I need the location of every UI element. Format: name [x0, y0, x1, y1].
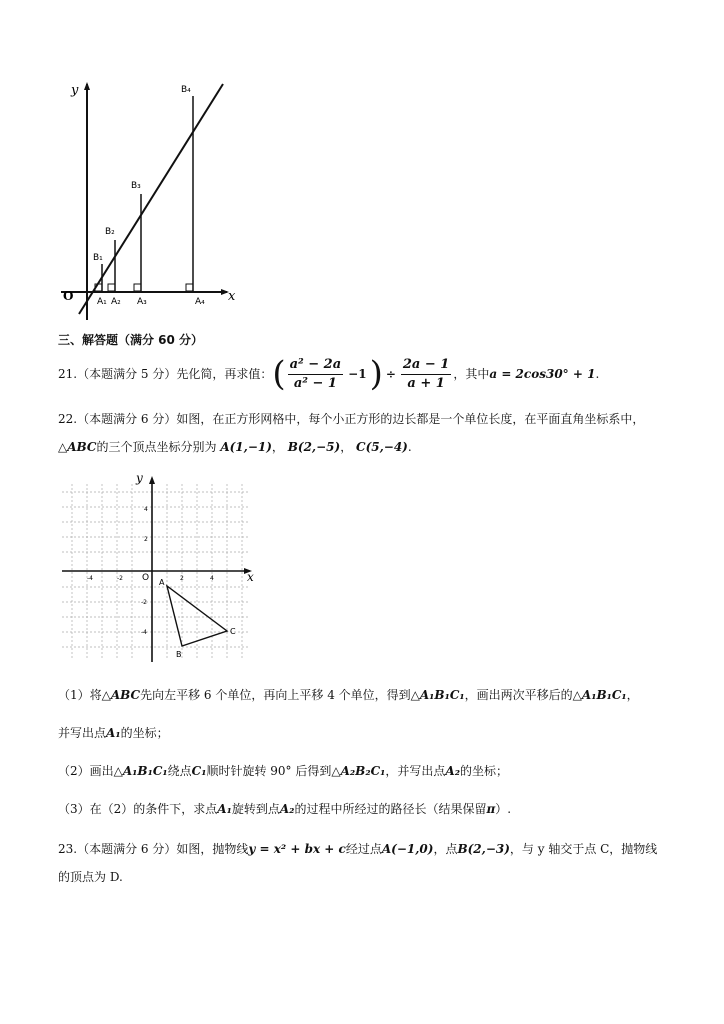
- q22-p3-d: ）.: [495, 802, 512, 816]
- question-23-line-2: 的顶点为 D.: [58, 870, 123, 884]
- q21-num-2: 2a − 1: [401, 357, 451, 375]
- q21-end: .: [595, 367, 600, 381]
- q22-point-a: A(1,−1): [220, 440, 272, 454]
- q23-point-a: A(−1,0): [381, 842, 434, 856]
- q22-p1-text-c: ，画出两次平移后的: [464, 688, 573, 702]
- q22-p2-point: C₁: [191, 764, 207, 778]
- q22-p2-a: （2）画出: [58, 764, 114, 778]
- q21-minus-one: −1: [348, 367, 367, 381]
- q22-end: .: [407, 440, 412, 454]
- q22-p1-line2-a: 并写出点: [58, 726, 107, 740]
- q23-equation: y = x² + bx + c: [248, 842, 346, 856]
- q23-d: ，与 y 轴交于点 C，抛物线: [509, 842, 658, 856]
- q21-fraction-2: [401, 357, 451, 392]
- grid-x-tick: 2: [180, 575, 184, 582]
- question-23-line-1: [58, 840, 657, 858]
- q22-p3-point2: A₂: [279, 802, 295, 816]
- q22-p1-text-d: ，: [626, 688, 639, 702]
- q22-p2-tri: △A₁B₁C₁: [113, 764, 168, 778]
- grid-y-tick: -2: [141, 599, 147, 606]
- grid-y-arrow: [149, 476, 155, 484]
- q22-p2-c: 顺时针旋转 90° 后得到: [206, 764, 332, 778]
- q22-p1-line2-b: 的坐标；: [120, 726, 169, 740]
- q23-b: 经过点: [345, 842, 382, 856]
- q22-line-1: 22.（本题满分 6 分）如图，在正方形网格中，每个小正方形的边长都是一个单位长度，在平面直角坐标系中，: [58, 412, 645, 426]
- q22-p2-point2: A₂: [445, 764, 460, 778]
- q22-p3-c: 的过程中所经过的路径长（结果保留: [294, 802, 487, 816]
- q21-fraction-1: [288, 357, 344, 392]
- origin-label: O: [63, 289, 74, 303]
- q22-point-b: B(2,−5): [287, 440, 341, 454]
- right-angle-mark-a3: [134, 284, 141, 291]
- label-a3: A₃: [137, 297, 147, 307]
- vertex-b-label: B: [176, 650, 182, 659]
- q21-den-1: a² − 1: [293, 375, 337, 391]
- label-a4: A₄: [195, 297, 205, 307]
- q23-c: ，点: [433, 842, 458, 856]
- q22-part-2: [58, 762, 508, 780]
- grid-origin: O: [142, 573, 150, 583]
- q23-a: 23.（本题满分 6 分）如图，抛物线: [58, 842, 249, 856]
- question-21: [58, 354, 599, 394]
- label-b3: B₃: [131, 181, 141, 191]
- grid-x-tick: -2: [117, 575, 123, 582]
- grid-y-tick: 2: [144, 536, 148, 543]
- q22-p1-text-a: （1）将: [58, 688, 102, 702]
- q22-part-1-line-1: [58, 686, 639, 704]
- y-axis-label: y: [71, 83, 79, 98]
- grid-lines: [62, 484, 250, 660]
- grid-y-tick: -4: [141, 629, 147, 636]
- q22-p2-b: 绕点: [167, 764, 192, 778]
- q21-num-1: a² − 2a: [288, 357, 344, 375]
- grid-y-label: y: [136, 471, 143, 485]
- grid-x-tick: 4: [210, 575, 214, 582]
- q22-p1-tri2: △A₁B₁C₁: [410, 688, 465, 702]
- q22-line-2: △ABC的三个顶点坐标分别为 A(1,−1)， B(2,−5)， C(5,−4).: [58, 440, 412, 454]
- q22-p2-d: ，并写出点: [385, 764, 446, 778]
- label-b4: B₄: [181, 85, 191, 95]
- label-a2: A₂: [111, 297, 121, 307]
- right-angle-mark-a4: [186, 284, 193, 291]
- q22-p3-point: A₁: [217, 802, 232, 816]
- q21-den-2: a + 1: [407, 375, 445, 391]
- q22-p1-tri: △ABC: [101, 688, 141, 702]
- x-axis-label: x: [228, 289, 236, 304]
- label-a1: A₁: [97, 297, 107, 307]
- q22-line-2-text: 的三个顶点坐标分别为: [96, 440, 217, 454]
- q22-p1-tri3: △A₁B₁C₁: [572, 688, 627, 702]
- q22-p3-b: 旋转到点: [231, 802, 280, 816]
- vertex-a-label: A: [159, 578, 165, 587]
- q22-p1-text-b: 先向左平移 6 个单位，再向上平移 4 个单位，得到: [140, 688, 411, 702]
- q22-p3-pi: π: [486, 802, 496, 816]
- q21-expression: [272, 354, 453, 394]
- q22-p2-e: 的坐标；: [459, 764, 508, 778]
- q22-triangle: △ABC: [58, 440, 97, 454]
- q22-point-c: C(5,−4): [356, 440, 408, 454]
- q21-prefix: 21.（本题满分 5 分）先化简，再求值：: [58, 367, 273, 381]
- grid-x-tick: -4: [87, 575, 93, 582]
- q22-p2-tri2: △A₂B₂C₁: [331, 764, 386, 778]
- figure-1-line-diagram: [55, 78, 255, 326]
- y-axis-arrow: [84, 82, 90, 90]
- q21-where: ，其中: [453, 367, 490, 381]
- q22-p1-point: A₁: [106, 726, 121, 740]
- right-paren: ): [369, 354, 383, 394]
- right-angle-mark-a2: [108, 284, 115, 291]
- slanted-line: [79, 84, 223, 314]
- q23-point-b: B(2,−3): [457, 842, 510, 856]
- grid-y-tick: 4: [144, 506, 148, 513]
- q21-condition: a = 2cos30° + 1: [489, 367, 596, 381]
- vertex-c-label: C: [230, 627, 236, 636]
- section-3-title: 三、解答题（满分 60 分）: [58, 333, 204, 347]
- label-b1: B₁: [93, 253, 103, 263]
- grid-x-label: x: [247, 570, 254, 584]
- q21-divide: ÷: [385, 367, 396, 381]
- left-paren: (: [272, 354, 286, 394]
- q22-p3-a: （3）在（2）的条件下，求点: [58, 802, 218, 816]
- figure-2-grid-triangle: [60, 470, 265, 665]
- label-b2: B₂: [105, 227, 115, 237]
- q22-part-3: [58, 800, 511, 818]
- q22-part-1-line-2: [58, 724, 169, 742]
